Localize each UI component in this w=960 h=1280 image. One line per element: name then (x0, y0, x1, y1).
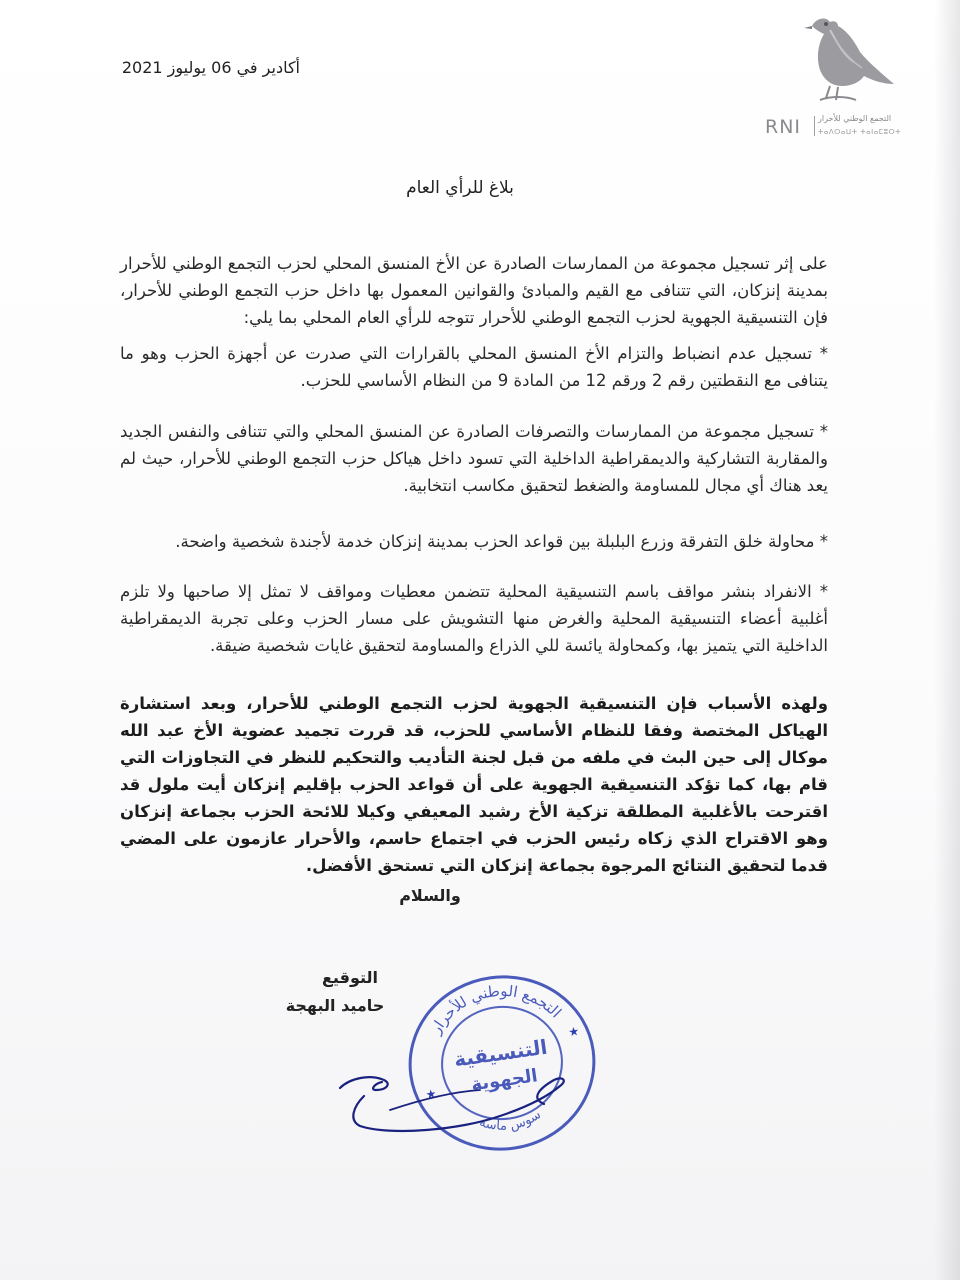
svg-text:سوس ماسة: سوس ماسة (477, 1107, 544, 1134)
letter-date: أكادير في 06 يوليوز 2021 (121, 58, 300, 77)
logo-abbreviation: RNI (765, 116, 802, 138)
logo-arabic-name: التجمع الوطني للأحرار (818, 114, 892, 123)
logo-tifinagh-name: ⵜⴰⴷⵔⴰⵡⵜ ⵜⴰⵏⴰⵎⵓⵔⵜ (818, 128, 902, 136)
svg-text:الجهوية: الجهوية (469, 1065, 539, 1096)
conclusion-paragraph: ولهذه الأسباب فإن التنسيقية الجهوية لحزب التجمع الوطني للأحرار، وبعد استشارة الهياكل المختصة وفقا للنظام الأساسي للحزب، قد قررت تجميد عضوية الأخ عبد الله موكال إلى حين البث في ملفه من قبل لجنة التأديب والتحكيم للنظر في التجاوزات التي قام بها، كما تؤكد التنسيقية الجهوية على أن قواعد الحزب بإقليم إنزكان أيت ملول قد اقترحت بالأغلبية المطلقة تزكية الأخ رشيد المعيفي وكيلا للائحة الحزب بجماعة إنزكان وهو الاقتراح الذي زكاه رئيس الحزب في اجتماع حاسم، والأحرار عازمون على المضي قدما لتحقيق النتائج المرجوة بجماعة إنزكان التي تستحق الأفضل. (120, 694, 828, 875)
svg-text:★: ★ (424, 1086, 438, 1102)
logo-divider (814, 116, 815, 136)
point-paragraph: * تسجيل عدم انضباط والتزام الأخ المنسق المحلي بالقرارات التي صدرت عن أجهزة الحزب وهو ما يتنافى مع النقطتين رقم 2 ورقم 12 من المادة 9 من النظام الأساسي للحزب. (120, 344, 828, 390)
party-logo (760, 10, 920, 140)
dove-icon (790, 10, 900, 108)
letter-title: بلاغ للرأي العام (406, 178, 514, 198)
svg-text:التنسيقية: التنسيقية (452, 1034, 549, 1072)
page-shadow (934, 0, 960, 1280)
svg-text:★: ★ (567, 1024, 581, 1040)
point-paragraph: * محاولة خلق التفرقة وزرع البلبلة بين قواعد الحزب بمدينة إنزكان خدمة لأجندة شخصية واضحة. (175, 532, 828, 551)
svg-text:التجمع الوطني للأحرار: التجمع الوطني للأحرار (426, 981, 566, 1037)
handwritten-signature (330, 1040, 590, 1140)
closing-salutation: والسلام (399, 886, 461, 905)
point-paragraph: * تسجيل مجموعة من الممارسات والتصرفات الصادرة عن المنسق المحلي والتي تتنافى والنفس الجديد والمقاربة التشاركية والديمقراطية الداخلية التي تسود داخل هياكل حزب التجمع الوطني للأحرار، حيث لم يعد هناك أي مجال للمساومة والضغط لتحقيق مكاسب انتخابية. (120, 422, 828, 495)
signatory-name: حاميد البهجة (285, 996, 385, 1015)
point-paragraph: * الانفراد بنشر مواقف باسم التنسيقية المحلية تتضمن معطيات ومواقف لا تمثل إلا صاحبها ولا تلزم أغلبية أعضاء التنسيقية المحلية والغرض منها التشويش على مسار الحزب وعلى تجربة الديمقراطية الداخلية التي يتميز بها، وكمحاولة يائسة للي الذراع والمساومة لتحقيق غايات شخصية ضيقة. (120, 582, 828, 655)
signature-label: التوقيع (322, 968, 378, 987)
intro-paragraph: على إثر تسجيل مجموعة من الممارسات الصادرة عن الأخ المنسق المحلي لحزب التجمع الوطني للأحرار بمدينة إنزكان، التي تتنافى مع القيم والمبادئ والقوانين المعمول بها داخل حزب التجمع الوطني للأحرار، فإن التنسيقية الجهوية لحزب التجمع الوطني للأحرار تتوجه للرأي العام المحلي بما يلي: (120, 254, 828, 327)
